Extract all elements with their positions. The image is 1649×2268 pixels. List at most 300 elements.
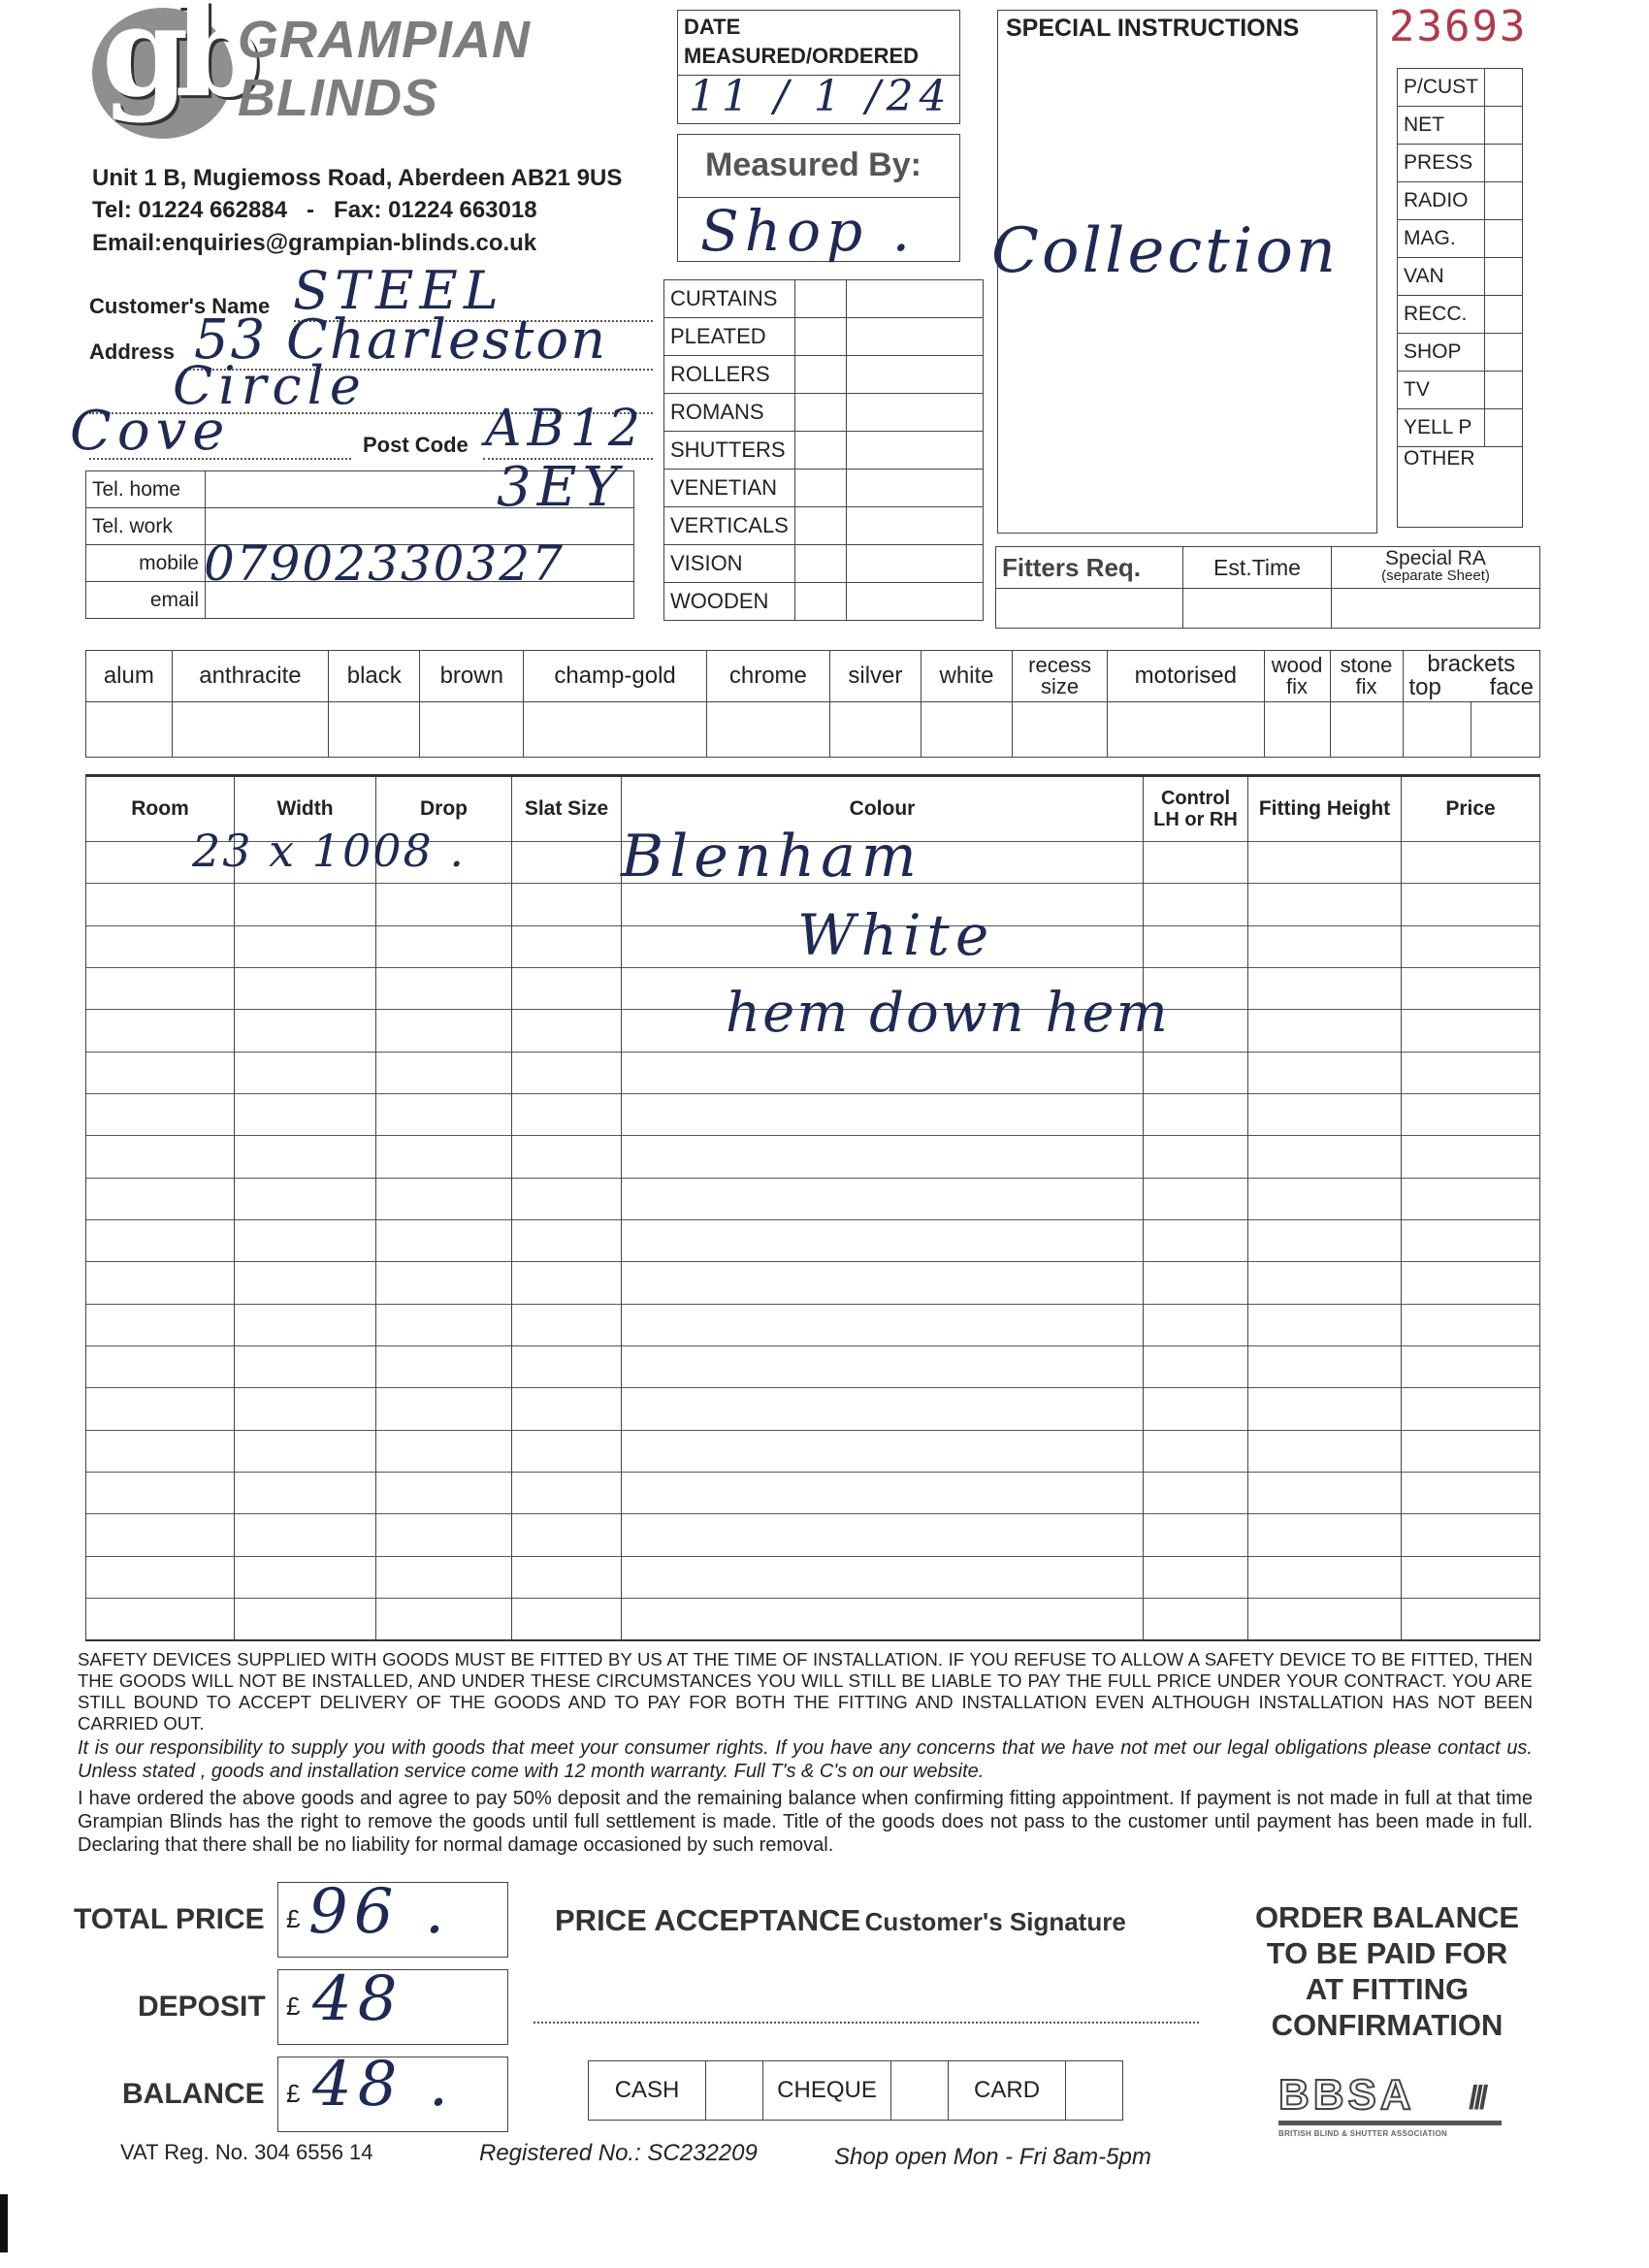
row2-colour[interactable]: White: [797, 902, 995, 968]
source-label: SHOP: [1398, 334, 1485, 372]
option-label: stone fix: [1330, 651, 1403, 702]
currency-symbol: £: [286, 1904, 301, 1933]
bbsa-logo-text: BBSA: [1278, 2071, 1415, 2119]
cell-slat-size[interactable]: [512, 1262, 622, 1304]
table-bottom-rule: [85, 1639, 1540, 1641]
product-checkbox[interactable]: [794, 583, 846, 621]
product-label: VENETIAN: [664, 470, 795, 507]
cell-width[interactable]: [235, 1472, 376, 1513]
product-notes[interactable]: [846, 507, 983, 545]
payment-cheque-checkbox[interactable]: [891, 2061, 949, 2121]
cell-drop[interactable]: [376, 1430, 512, 1472]
customer-name-value[interactable]: STEEL: [293, 260, 504, 321]
cell-price[interactable]: [1402, 1262, 1540, 1304]
table-row: [86, 1262, 1540, 1304]
cell-width[interactable]: [235, 1430, 376, 1472]
cell-slat-size[interactable]: [512, 1052, 622, 1093]
cell-drop[interactable]: [376, 1514, 512, 1556]
row3-colour[interactable]: hem down hem: [726, 982, 1170, 1045]
company-logo: [92, 0, 248, 144]
source-checkbox[interactable]: [1485, 145, 1523, 182]
cell-fitting-height[interactable]: [1248, 1472, 1402, 1513]
cell-slat-size[interactable]: [512, 1178, 622, 1219]
product-label: ROMANS: [664, 394, 795, 432]
fitters-label: Fitters Req.: [996, 547, 1183, 589]
payment-cash-checkbox[interactable]: [706, 2061, 763, 2121]
cell-width[interactable]: [235, 1052, 376, 1093]
cell-control[interactable]: [1144, 1472, 1248, 1513]
cell-drop[interactable]: [376, 1010, 512, 1052]
source-checkbox[interactable]: [1485, 372, 1523, 409]
cell-width[interactable]: [235, 1136, 376, 1178]
cell-control[interactable]: [1144, 842, 1248, 884]
cell-slat-size[interactable]: [512, 1514, 622, 1556]
product-checkbox[interactable]: [794, 318, 846, 356]
source-label: MAG.: [1398, 220, 1485, 258]
cell-drop[interactable]: [376, 1472, 512, 1513]
brackets-cell: [1403, 651, 1539, 702]
fitters-req-input[interactable]: [996, 589, 1183, 629]
cell-room[interactable]: [86, 1388, 235, 1430]
option-label: champ-gold: [524, 651, 707, 702]
order-balance-line3: AT FITTING: [1305, 1972, 1470, 2006]
product-notes[interactable]: [846, 356, 983, 394]
option-input[interactable]: [86, 702, 173, 758]
option-label: brown: [420, 651, 524, 702]
cell-price[interactable]: [1402, 1598, 1540, 1640]
product-label: ROLLERS: [664, 356, 795, 394]
table-row: [86, 1052, 1540, 1093]
postcode-value[interactable]: AB12: [485, 400, 646, 458]
product-checkbox[interactable]: [794, 356, 846, 394]
product-notes[interactable]: [846, 432, 983, 470]
header-slat-size: Slat Size: [512, 777, 622, 842]
cell-room[interactable]: [86, 1598, 235, 1640]
cell-fitting-height[interactable]: [1248, 1262, 1402, 1304]
cell-price[interactable]: [1402, 1219, 1540, 1261]
cell-fitting-height[interactable]: [1248, 1430, 1402, 1472]
bbsa-tagline: BRITISH BLIND & SHUTTER ASSOCIATION: [1278, 2129, 1448, 2138]
order-balance-notice: [1232, 1899, 1542, 2043]
cell-drop[interactable]: [376, 1219, 512, 1261]
cell-drop[interactable]: [376, 1052, 512, 1093]
cell-control[interactable]: [1144, 1262, 1248, 1304]
source-label: OTHER: [1398, 447, 1523, 528]
cell-colour[interactable]: [622, 1178, 1144, 1219]
cell-control[interactable]: [1144, 1219, 1248, 1261]
customer-name-label: Customer's Name: [89, 294, 271, 318]
cell-width[interactable]: [235, 1345, 376, 1387]
cell-width[interactable]: [235, 925, 376, 967]
separate-sheet-text: (separate Sheet): [1381, 567, 1490, 584]
cell-width[interactable]: [235, 1514, 376, 1556]
address-value-3[interactable]: Cove: [70, 400, 231, 463]
cell-room[interactable]: [86, 1178, 235, 1219]
cell-room[interactable]: [86, 884, 235, 925]
cell-colour[interactable]: [622, 1136, 1144, 1178]
cell-colour[interactable]: [622, 1556, 1144, 1598]
cell-price[interactable]: [1402, 884, 1540, 925]
cell-drop[interactable]: [376, 1556, 512, 1598]
legal-deposit: I have ordered the above goods and agree to pay 50% deposit and the remaining balance when confirming fitting appointment. If payment is not made in full at that time Grampian Blinds has the right to remove the goods until full settlement is made. Title of the goods does not pass to the customer until payment has been made in full. Declaring that there shall be no liability for normal damage occasioned by such removal.: [78, 1788, 1533, 1856]
company-email: Email:enquiries@grampian-blinds.co.uk: [92, 230, 537, 256]
est-time-label: Est.Time: [1183, 547, 1332, 589]
special-instructions-value[interactable]: Collection: [991, 215, 1340, 287]
cell-slat-size[interactable]: [512, 1010, 622, 1052]
brackets-label: brackets: [1427, 651, 1516, 677]
source-checkbox[interactable]: [1485, 409, 1523, 447]
source-label: YELL P: [1398, 409, 1485, 447]
company-address: Unit 1 B, Mugiemoss Road, Aberdeen AB21 9US: [92, 165, 623, 191]
cell-colour[interactable]: [622, 1514, 1144, 1556]
option-label: recess size: [1013, 651, 1108, 702]
est-time-input[interactable]: [1183, 589, 1332, 629]
cell-price[interactable]: [1402, 1556, 1540, 1598]
product-checkbox[interactable]: [794, 470, 846, 507]
cell-slat-size[interactable]: [512, 1136, 622, 1178]
cell-price[interactable]: [1402, 1514, 1540, 1556]
option-input[interactable]: [829, 702, 921, 758]
cell-slat-size[interactable]: [512, 1093, 622, 1135]
cell-width[interactable]: [235, 884, 376, 925]
bbsa-bars: [1278, 2121, 1502, 2125]
cell-fitting-height[interactable]: [1248, 925, 1402, 967]
brackets-top-input[interactable]: [1403, 702, 1471, 758]
price-acceptance-label: PRICE ACCEPTANCE: [555, 1903, 861, 1937]
source-checkbox[interactable]: [1485, 107, 1523, 145]
cell-fitting-height[interactable]: [1248, 1010, 1402, 1052]
payment-methods: [588, 2060, 1123, 2121]
price-acceptance: [555, 1903, 1126, 1938]
header-fitting-height: Fitting Height: [1248, 777, 1402, 842]
cell-colour[interactable]: [622, 1598, 1144, 1640]
cell-colour[interactable]: [622, 1472, 1144, 1513]
bbsa-logo: [1278, 2071, 1511, 2138]
option-label: wood fix: [1264, 651, 1330, 702]
row1-width-drop[interactable]: 23 x 1008 .: [192, 825, 467, 877]
cell-colour[interactable]: [622, 1430, 1144, 1472]
cell-drop[interactable]: [376, 1262, 512, 1304]
scan-edge-mark: [0, 2194, 8, 2252]
cell-price[interactable]: [1402, 1010, 1540, 1052]
cell-price[interactable]: [1402, 1093, 1540, 1135]
cell-slat-size[interactable]: [512, 884, 622, 925]
cell-control[interactable]: [1144, 1304, 1248, 1345]
option-input[interactable]: [921, 702, 1012, 758]
source-label: NET: [1398, 107, 1485, 145]
vat-reg: VAT Reg. No. 304 6556 14: [120, 2140, 373, 2164]
cell-drop[interactable]: [376, 1136, 512, 1178]
product-checkbox[interactable]: [794, 432, 846, 470]
cell-room[interactable]: [86, 1345, 235, 1387]
option-input[interactable]: [524, 702, 707, 758]
option-input[interactable]: [172, 702, 328, 758]
cell-width[interactable]: [235, 968, 376, 1010]
email-label: email: [86, 582, 206, 619]
payment-card-label: CARD: [948, 2061, 1065, 2121]
cell-room[interactable]: [86, 925, 235, 967]
registered-no: Registered No.: SC232209: [479, 2140, 758, 2166]
cell-fitting-height[interactable]: [1248, 884, 1402, 925]
cell-slat-size[interactable]: [512, 968, 622, 1010]
special-ra-label: [1332, 547, 1540, 589]
source-checkbox[interactable]: [1485, 182, 1523, 220]
table-row: [86, 1598, 1540, 1640]
mobile-value[interactable]: 07902330327: [204, 535, 565, 592]
product-checkbox[interactable]: [794, 394, 846, 432]
total-price-value[interactable]: 96 .: [308, 1876, 451, 1948]
header-room: Room: [86, 777, 235, 842]
special-ra-input[interactable]: [1332, 589, 1540, 629]
total-price-label: TOTAL PRICE: [74, 1903, 265, 1935]
address-label: Address: [89, 340, 176, 364]
company-tel-fax: Tel: 01224 662884 - Fax: 01224 663018: [92, 197, 537, 223]
cell-room[interactable]: [86, 1093, 235, 1135]
product-notes[interactable]: [846, 394, 983, 432]
cell-room[interactable]: [86, 1262, 235, 1304]
table-row: [86, 1430, 1540, 1472]
cell-colour[interactable]: [622, 1304, 1144, 1345]
signature-line[interactable]: [534, 2022, 1199, 2024]
cell-control[interactable]: [1144, 884, 1248, 925]
product-checkbox[interactable]: [794, 545, 846, 583]
cell-price[interactable]: [1402, 1136, 1540, 1178]
source-label: RECC.: [1398, 296, 1485, 334]
cell-control[interactable]: [1144, 1093, 1248, 1135]
brackets-face-label: face: [1489, 674, 1534, 700]
cell-price[interactable]: [1402, 1430, 1540, 1472]
tel-work-label: Tel. work: [86, 508, 206, 545]
cell-slat-size[interactable]: [512, 925, 622, 967]
cell-price[interactable]: [1402, 925, 1540, 967]
cell-width[interactable]: [235, 1262, 376, 1304]
cell-control[interactable]: [1144, 1598, 1248, 1640]
table-row: [86, 1345, 1540, 1387]
cell-slat-size[interactable]: [512, 1598, 622, 1640]
table-row: [86, 1514, 1540, 1556]
cell-width[interactable]: [235, 1388, 376, 1430]
option-input[interactable]: [1330, 702, 1403, 758]
cell-price[interactable]: [1402, 842, 1540, 884]
option-input[interactable]: [420, 702, 524, 758]
option-input[interactable]: [1264, 702, 1330, 758]
cell-drop[interactable]: [376, 1345, 512, 1387]
measured-by-value[interactable]: Shop .: [700, 198, 917, 264]
cell-slat-size[interactable]: [512, 1304, 622, 1345]
source-checkbox[interactable]: [1485, 258, 1523, 296]
cell-fitting-height[interactable]: [1248, 1304, 1402, 1345]
cell-slat-size[interactable]: [512, 1345, 622, 1387]
cell-width[interactable]: [235, 1556, 376, 1598]
product-label: WOODEN: [664, 583, 795, 621]
cell-price[interactable]: [1402, 1052, 1540, 1093]
cell-drop[interactable]: [376, 884, 512, 925]
cell-slat-size[interactable]: [512, 1388, 622, 1430]
cell-price[interactable]: [1402, 1178, 1540, 1219]
postcode-label: Post Code: [363, 433, 469, 457]
cell-fitting-height[interactable]: [1248, 1093, 1402, 1135]
legal-consumer: It is our responsibility to supply you with goods that meet your consumer rights. If you have any concerns that we have not met our legal obligations please contact us. Unless stated , goods and installation service come with 12 month warranty. Full T's & C's on our website.: [78, 1737, 1533, 1782]
cell-drop[interactable]: [376, 925, 512, 967]
cell-room[interactable]: [86, 1052, 235, 1093]
cell-room[interactable]: [86, 1514, 235, 1556]
table-row: [86, 1556, 1540, 1598]
cell-fitting-height[interactable]: [1248, 1556, 1402, 1598]
cell-drop[interactable]: [376, 1388, 512, 1430]
cell-control[interactable]: [1144, 1136, 1248, 1178]
product-notes[interactable]: [846, 545, 983, 583]
signature-label: Customer's Signature: [864, 1907, 1126, 1936]
cell-control[interactable]: [1144, 1430, 1248, 1472]
mobile-label: mobile: [86, 545, 206, 582]
table-row: [86, 1136, 1540, 1178]
source-label: RADIO: [1398, 182, 1485, 220]
table-row: [86, 1178, 1540, 1219]
product-notes[interactable]: [846, 318, 983, 356]
cell-room[interactable]: [86, 1556, 235, 1598]
cell-price[interactable]: [1402, 1388, 1540, 1430]
balance-value[interactable]: 48 .: [312, 2049, 455, 2121]
cell-width[interactable]: [235, 1178, 376, 1219]
payment-card-checkbox[interactable]: [1066, 2061, 1123, 2121]
date-value[interactable]: 11 / 1 /24: [689, 72, 953, 121]
date-label: DATE: [684, 15, 741, 39]
header-control: Control LH or RH: [1144, 777, 1248, 842]
cell-room[interactable]: [86, 1430, 235, 1472]
company-name-line1: GRAMPIAN: [238, 11, 531, 69]
cell-room[interactable]: [86, 1304, 235, 1345]
row1-colour[interactable]: Blenham: [621, 823, 922, 891]
options-table: [85, 650, 1540, 758]
option-input[interactable]: [706, 702, 829, 758]
order-balance-line2: TO BE PAID FOR: [1266, 1936, 1508, 1970]
cell-slat-size[interactable]: [512, 1219, 622, 1261]
cell-colour[interactable]: [622, 1052, 1144, 1093]
cell-drop[interactable]: [376, 1093, 512, 1135]
payment-cash-label: CASH: [589, 2061, 706, 2121]
product-notes[interactable]: [846, 470, 983, 507]
cell-fitting-height[interactable]: [1248, 1052, 1402, 1093]
cell-fitting-height[interactable]: [1248, 1219, 1402, 1261]
brackets-top-label: top: [1408, 674, 1441, 700]
cell-colour[interactable]: [622, 1345, 1144, 1387]
brackets-face-input[interactable]: [1471, 702, 1540, 758]
option-label: alum: [86, 651, 173, 702]
header-drop: Drop: [376, 777, 512, 842]
option-label: motorised: [1108, 651, 1264, 702]
cell-price[interactable]: [1402, 1472, 1540, 1513]
cell-colour[interactable]: [622, 1219, 1144, 1261]
cell-width[interactable]: [235, 1010, 376, 1052]
currency-symbol: £: [286, 2079, 301, 2108]
cell-price[interactable]: [1402, 1304, 1540, 1345]
cell-colour[interactable]: [622, 1388, 1144, 1430]
cell-drop[interactable]: [376, 1178, 512, 1219]
bbsa-slashes: ///: [1469, 2080, 1485, 2117]
cell-slat-size[interactable]: [512, 1556, 622, 1598]
source-checklist: [1397, 68, 1523, 528]
cell-room[interactable]: [86, 1219, 235, 1261]
cell-room[interactable]: [86, 1010, 235, 1052]
product-notes[interactable]: [846, 280, 983, 318]
cell-control[interactable]: [1144, 1345, 1248, 1387]
cell-fitting-height[interactable]: [1248, 1136, 1402, 1178]
cell-control[interactable]: [1144, 1178, 1248, 1219]
deposit-value[interactable]: 48: [312, 1963, 404, 2035]
cell-slat-size[interactable]: [512, 1472, 622, 1513]
cell-room[interactable]: [86, 968, 235, 1010]
tel-home-value[interactable]: 3EY: [497, 456, 625, 519]
source-checkbox[interactable]: [1485, 220, 1523, 258]
logo-letters: gb: [102, 0, 248, 125]
cell-drop[interactable]: [376, 1304, 512, 1345]
option-input[interactable]: [329, 702, 420, 758]
cell-control[interactable]: [1144, 1514, 1248, 1556]
source-checkbox[interactable]: [1485, 296, 1523, 334]
cell-fitting-height[interactable]: [1248, 1388, 1402, 1430]
cell-fitting-height[interactable]: [1248, 1178, 1402, 1219]
cell-drop[interactable]: [376, 1598, 512, 1640]
order-balance-line1: ORDER BALANCE: [1254, 1900, 1520, 1934]
cell-width[interactable]: [235, 1219, 376, 1261]
source-checkbox[interactable]: [1485, 69, 1523, 107]
product-notes[interactable]: [846, 583, 983, 621]
cell-width[interactable]: [235, 1598, 376, 1640]
header-price: Price: [1402, 777, 1540, 842]
brackets-sub: [1409, 676, 1534, 699]
source-label: P/CUST: [1398, 69, 1485, 107]
cell-control[interactable]: [1144, 1052, 1248, 1093]
cell-fitting-height[interactable]: [1248, 1514, 1402, 1556]
deposit-label: DEPOSIT: [138, 1991, 266, 2023]
header-width: Width: [235, 777, 376, 842]
cell-drop[interactable]: [376, 968, 512, 1010]
cell-room[interactable]: [86, 1472, 235, 1513]
product-label: PLEATED: [664, 318, 795, 356]
product-label: CURTAINS: [664, 280, 795, 318]
cell-fitting-height[interactable]: [1248, 842, 1402, 884]
cell-colour[interactable]: [622, 1093, 1144, 1135]
product-checkbox[interactable]: [794, 507, 846, 545]
cell-colour[interactable]: [622, 1262, 1144, 1304]
cell-fitting-height[interactable]: [1248, 1598, 1402, 1640]
cell-price[interactable]: [1402, 1345, 1540, 1387]
option-input[interactable]: [1108, 702, 1264, 758]
cell-width[interactable]: [235, 1093, 376, 1135]
address-value-1[interactable]: 53 Charleston: [194, 308, 608, 372]
table-row: [86, 1093, 1540, 1135]
option-label: white: [921, 651, 1012, 702]
table-row: [86, 1472, 1540, 1513]
cell-slat-size[interactable]: [512, 842, 622, 884]
cell-width[interactable]: [235, 1304, 376, 1345]
cell-control[interactable]: [1144, 925, 1248, 967]
cell-control[interactable]: [1144, 1388, 1248, 1430]
cell-fitting-height[interactable]: [1248, 968, 1402, 1010]
cell-control[interactable]: [1144, 1556, 1248, 1598]
cell-room[interactable]: [86, 1136, 235, 1178]
cell-slat-size[interactable]: [512, 1430, 622, 1472]
shop-hours: Shop open Mon - Fri 8am-5pm: [834, 2144, 1151, 2170]
source-label: PRESS: [1398, 145, 1485, 182]
product-checkbox[interactable]: [794, 280, 846, 318]
address-value-2[interactable]: Circle: [173, 355, 367, 416]
source-checkbox[interactable]: [1485, 334, 1523, 372]
option-input[interactable]: [1013, 702, 1108, 758]
order-balance-line4: CONFIRMATION: [1271, 2008, 1504, 2042]
cell-fitting-height[interactable]: [1248, 1345, 1402, 1387]
cell-price[interactable]: [1402, 968, 1540, 1010]
